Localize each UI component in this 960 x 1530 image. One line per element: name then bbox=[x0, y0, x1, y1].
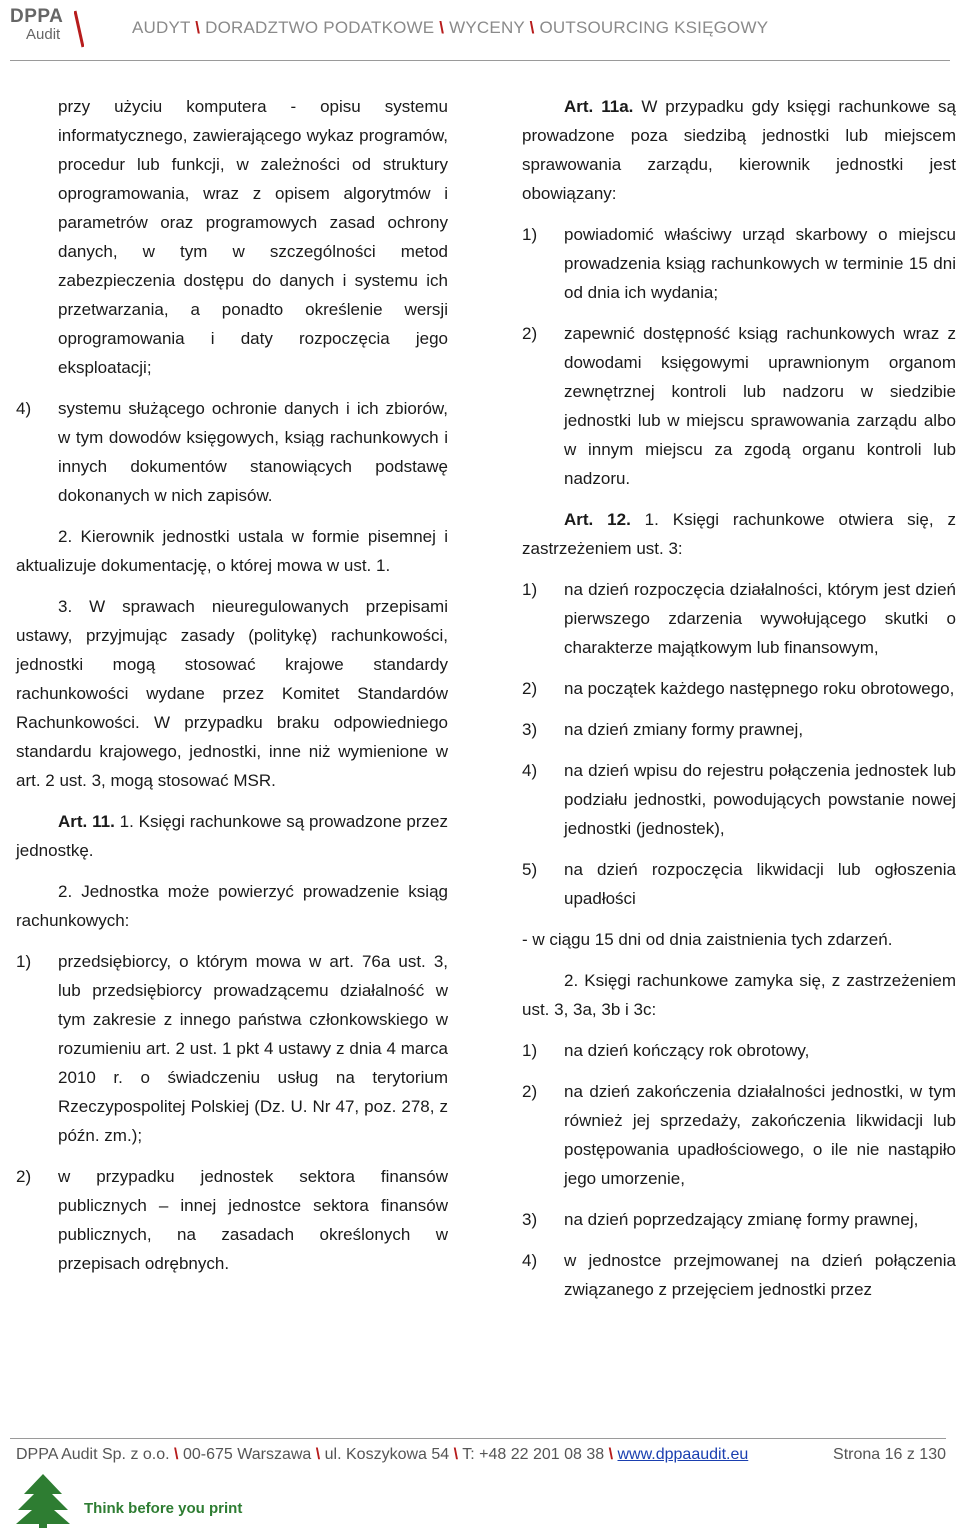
list-text: na dzień zakończenia działalności jednostki, w tym również jej sprzedaży, zakończenia likwidacji lub postępowania upadłościowego, o ile nie nastąpiło jego umorzenie, bbox=[564, 1082, 956, 1188]
header-services bbox=[132, 18, 768, 38]
list-item bbox=[522, 715, 956, 744]
company-logo bbox=[10, 6, 94, 48]
separator: \ bbox=[529, 18, 535, 37]
list-item bbox=[522, 855, 956, 913]
article-paragraph bbox=[522, 505, 956, 563]
separator: \ bbox=[315, 1446, 321, 1463]
article-text: W przypadku gdy księgi rachunkowe są prowadzone poza siedzibą jednostki lub miejscem sprawowania zarządu, kierownik jednostki jest obowiązany: bbox=[522, 97, 956, 203]
list-text: w jednostce przejmowanej na dzień połączenia związanego z przejęciem jednostki przez bbox=[564, 1251, 956, 1299]
list-number: 2) bbox=[522, 324, 538, 343]
footer-phone: T: +48 22 201 08 38 bbox=[462, 1446, 605, 1463]
service-tax: DORADZTWO PODATKOWE bbox=[205, 18, 435, 37]
list-number: 4) bbox=[16, 399, 32, 418]
list-text: na dzień poprzedzający zmianę formy prawnej, bbox=[564, 1210, 919, 1229]
list-item bbox=[522, 319, 956, 493]
right-column bbox=[522, 92, 956, 1316]
list-number: 1) bbox=[522, 1041, 538, 1060]
footer-street: ul. Koszykowa 54 bbox=[324, 1446, 450, 1463]
list-item bbox=[16, 1162, 448, 1278]
tree-icon bbox=[14, 1472, 72, 1528]
page-footer bbox=[16, 1446, 946, 1464]
service-valuation: WYCENY bbox=[449, 18, 525, 37]
list-text: na dzień zmiany formy prawnej, bbox=[564, 720, 804, 739]
list-item bbox=[522, 1077, 956, 1193]
left-column bbox=[16, 92, 448, 1290]
separator: \ bbox=[195, 18, 201, 37]
list-text: na początek każdego następnego roku obrotowego, bbox=[564, 679, 955, 698]
footer-divider bbox=[10, 1438, 946, 1439]
list-number: 3) bbox=[522, 720, 538, 739]
list-item bbox=[522, 1246, 956, 1304]
paragraph: 2. Kierownik jednostki ustala w formie pisemnej i aktualizuje dokumentację, o której mowa w ust. 1. bbox=[16, 527, 448, 575]
separator: \ bbox=[608, 1446, 614, 1463]
page-number: Strona 16 z 130 bbox=[833, 1446, 946, 1463]
paragraph: 2. Jednostka może powierzyć prowadzenie ksiąg rachunkowych: bbox=[16, 882, 448, 930]
paragraph: 2. Księgi rachunkowe zamyka się, z zastrzeżeniem ust. 3, 3a, 3b i 3c: bbox=[522, 971, 956, 1019]
article-label: Art. 12. bbox=[564, 510, 631, 529]
list-text: na dzień rozpoczęcia działalności, którym jest dzień pierwszego zdarzenia wywołującego skutki o charakterze majątkowym lub finansowym, bbox=[564, 580, 956, 657]
article-paragraph bbox=[16, 807, 448, 865]
list-text: na dzień wpisu do rejestru połączenia jednostek lub podziału jednostki, powodujących powstanie nowej jednostki (jednostek), bbox=[564, 761, 956, 838]
separator: \ bbox=[439, 18, 445, 37]
paragraph: - w ciągu 15 dni od dnia zaistnienia tych zdarzeń. bbox=[522, 930, 893, 949]
list-item bbox=[16, 947, 448, 1150]
article-text: 1. Księgi rachunkowe otwiera się, z zastrzeżeniem ust. 3: bbox=[522, 510, 956, 558]
list-text: zapewnić dostępność ksiąg rachunkowych wraz z dowodami księgowymi uprawnionym organom zewnętrznej kontroli lub nadzoru w siedzibie jednostki lub w miejscu sprawowania zarządu albo w innym miejscu za zgodą organu kontroli lub nadzoru. bbox=[564, 324, 956, 488]
list-number: 4) bbox=[522, 1251, 538, 1270]
list-item bbox=[522, 575, 956, 662]
list-number: 5) bbox=[522, 860, 538, 879]
list-item bbox=[522, 756, 956, 843]
list-item bbox=[522, 220, 956, 307]
header-divider bbox=[10, 60, 950, 61]
separator: \ bbox=[453, 1446, 459, 1463]
service-outsourcing: OUTSOURCING KSIĘGOWY bbox=[539, 18, 769, 37]
footer-company: DPPA Audit Sp. z o.o. bbox=[16, 1446, 170, 1463]
list-text: systemu służącego ochronie danych i ich zbiorów, w tym dowodów księgowych, ksiąg rachunkowych i innych dokumentów stanowiących podstawę dokonanych w nich zapisów. bbox=[58, 399, 448, 505]
slogan: Think before you print bbox=[84, 1500, 243, 1517]
article-label: Art. 11. bbox=[58, 812, 115, 831]
list-number: 1) bbox=[522, 580, 538, 599]
list-text: w przypadku jednostek sektora finansów publicznych – innej jednostce sektora finansów publicznych, na zasadach określonych w przepisach odrębnych. bbox=[58, 1167, 448, 1273]
logo-subtext: Audit bbox=[26, 26, 61, 43]
list-text: na dzień rozpoczęcia likwidacji lub ogłoszenia upadłości bbox=[564, 860, 956, 908]
article-text: 1. Księgi rachunkowe są prowadzone przez jednostkę. bbox=[16, 812, 448, 860]
separator: \ bbox=[174, 1446, 179, 1463]
website-link[interactable]: www.dppaaudit.eu bbox=[617, 1446, 749, 1463]
list-number: 4) bbox=[522, 761, 538, 780]
list-item bbox=[16, 394, 448, 510]
footer-postal: 00-675 Warszawa bbox=[182, 1446, 312, 1463]
list-text: przedsiębiorcy, o którym mowa w art. 76a ust. 3, lub przedsiębiorcy prowadzącemu działalność w tym zakresie z innego państwa członkowskiego w rozumieniu art. 2 ust. 1 pkt 4 ustawy z dnia 4 marca 2010 r. o świadczeniu usług na terytorium Rzeczypospolitej Polskiej (Dz. U. Nr 47, poz. 278, z późn. zm.); bbox=[58, 952, 448, 1145]
list-text: powiadomić właściwy urząd skarbowy o miejscu prowadzenia ksiąg rachunkowych w terminie 15 dni od dnia ich wydania; bbox=[564, 225, 956, 302]
list-number: 2) bbox=[522, 1082, 538, 1101]
article-paragraph bbox=[522, 92, 956, 208]
list-number: 2) bbox=[522, 679, 538, 698]
service-audit: AUDYT bbox=[132, 18, 191, 37]
logo-text: DPPA bbox=[10, 6, 64, 27]
logo-slash-icon bbox=[74, 10, 84, 48]
paragraph-continuation: przy użyciu komputera - opisu systemu informatycznego, zawierającego wykaz programów, procedur lub funkcji, w zależności od struktury oprogramowania, wraz z opisem algorytmów i parametrów oraz programowych zasad ochrony danych, w tym w szczególności metod zabezpieczenia dostępu do danych i systemu ich przetwarzania, a ponadto określenie wersji oprogramowania i daty rozpoczęcia jego eksploatacji; bbox=[58, 97, 448, 377]
list-number: 1) bbox=[522, 225, 538, 244]
paragraph: 3. W sprawach nieuregulowanych przepisami ustawy, przyjmując zasady (politykę) rachunkowości, jednostki mogą stosować krajowe standardy rachunkowości wydane przez Komitet Standardów Rachunkowości. W przypadku braku odpowiedniego standardu krajowego, jednostki, inne niż wymienione w art. 2 ust. 3, mogą stosować MSR. bbox=[16, 597, 448, 790]
article-label: Art. 11a. bbox=[564, 97, 634, 116]
list-item bbox=[522, 674, 956, 703]
list-number: 3) bbox=[522, 1210, 538, 1229]
page-header bbox=[0, 0, 960, 62]
list-number: 1) bbox=[16, 952, 32, 971]
list-item bbox=[522, 1205, 956, 1234]
list-item bbox=[522, 1036, 956, 1065]
list-number: 2) bbox=[16, 1167, 32, 1186]
list-text: na dzień kończący rok obrotowy, bbox=[564, 1041, 810, 1060]
